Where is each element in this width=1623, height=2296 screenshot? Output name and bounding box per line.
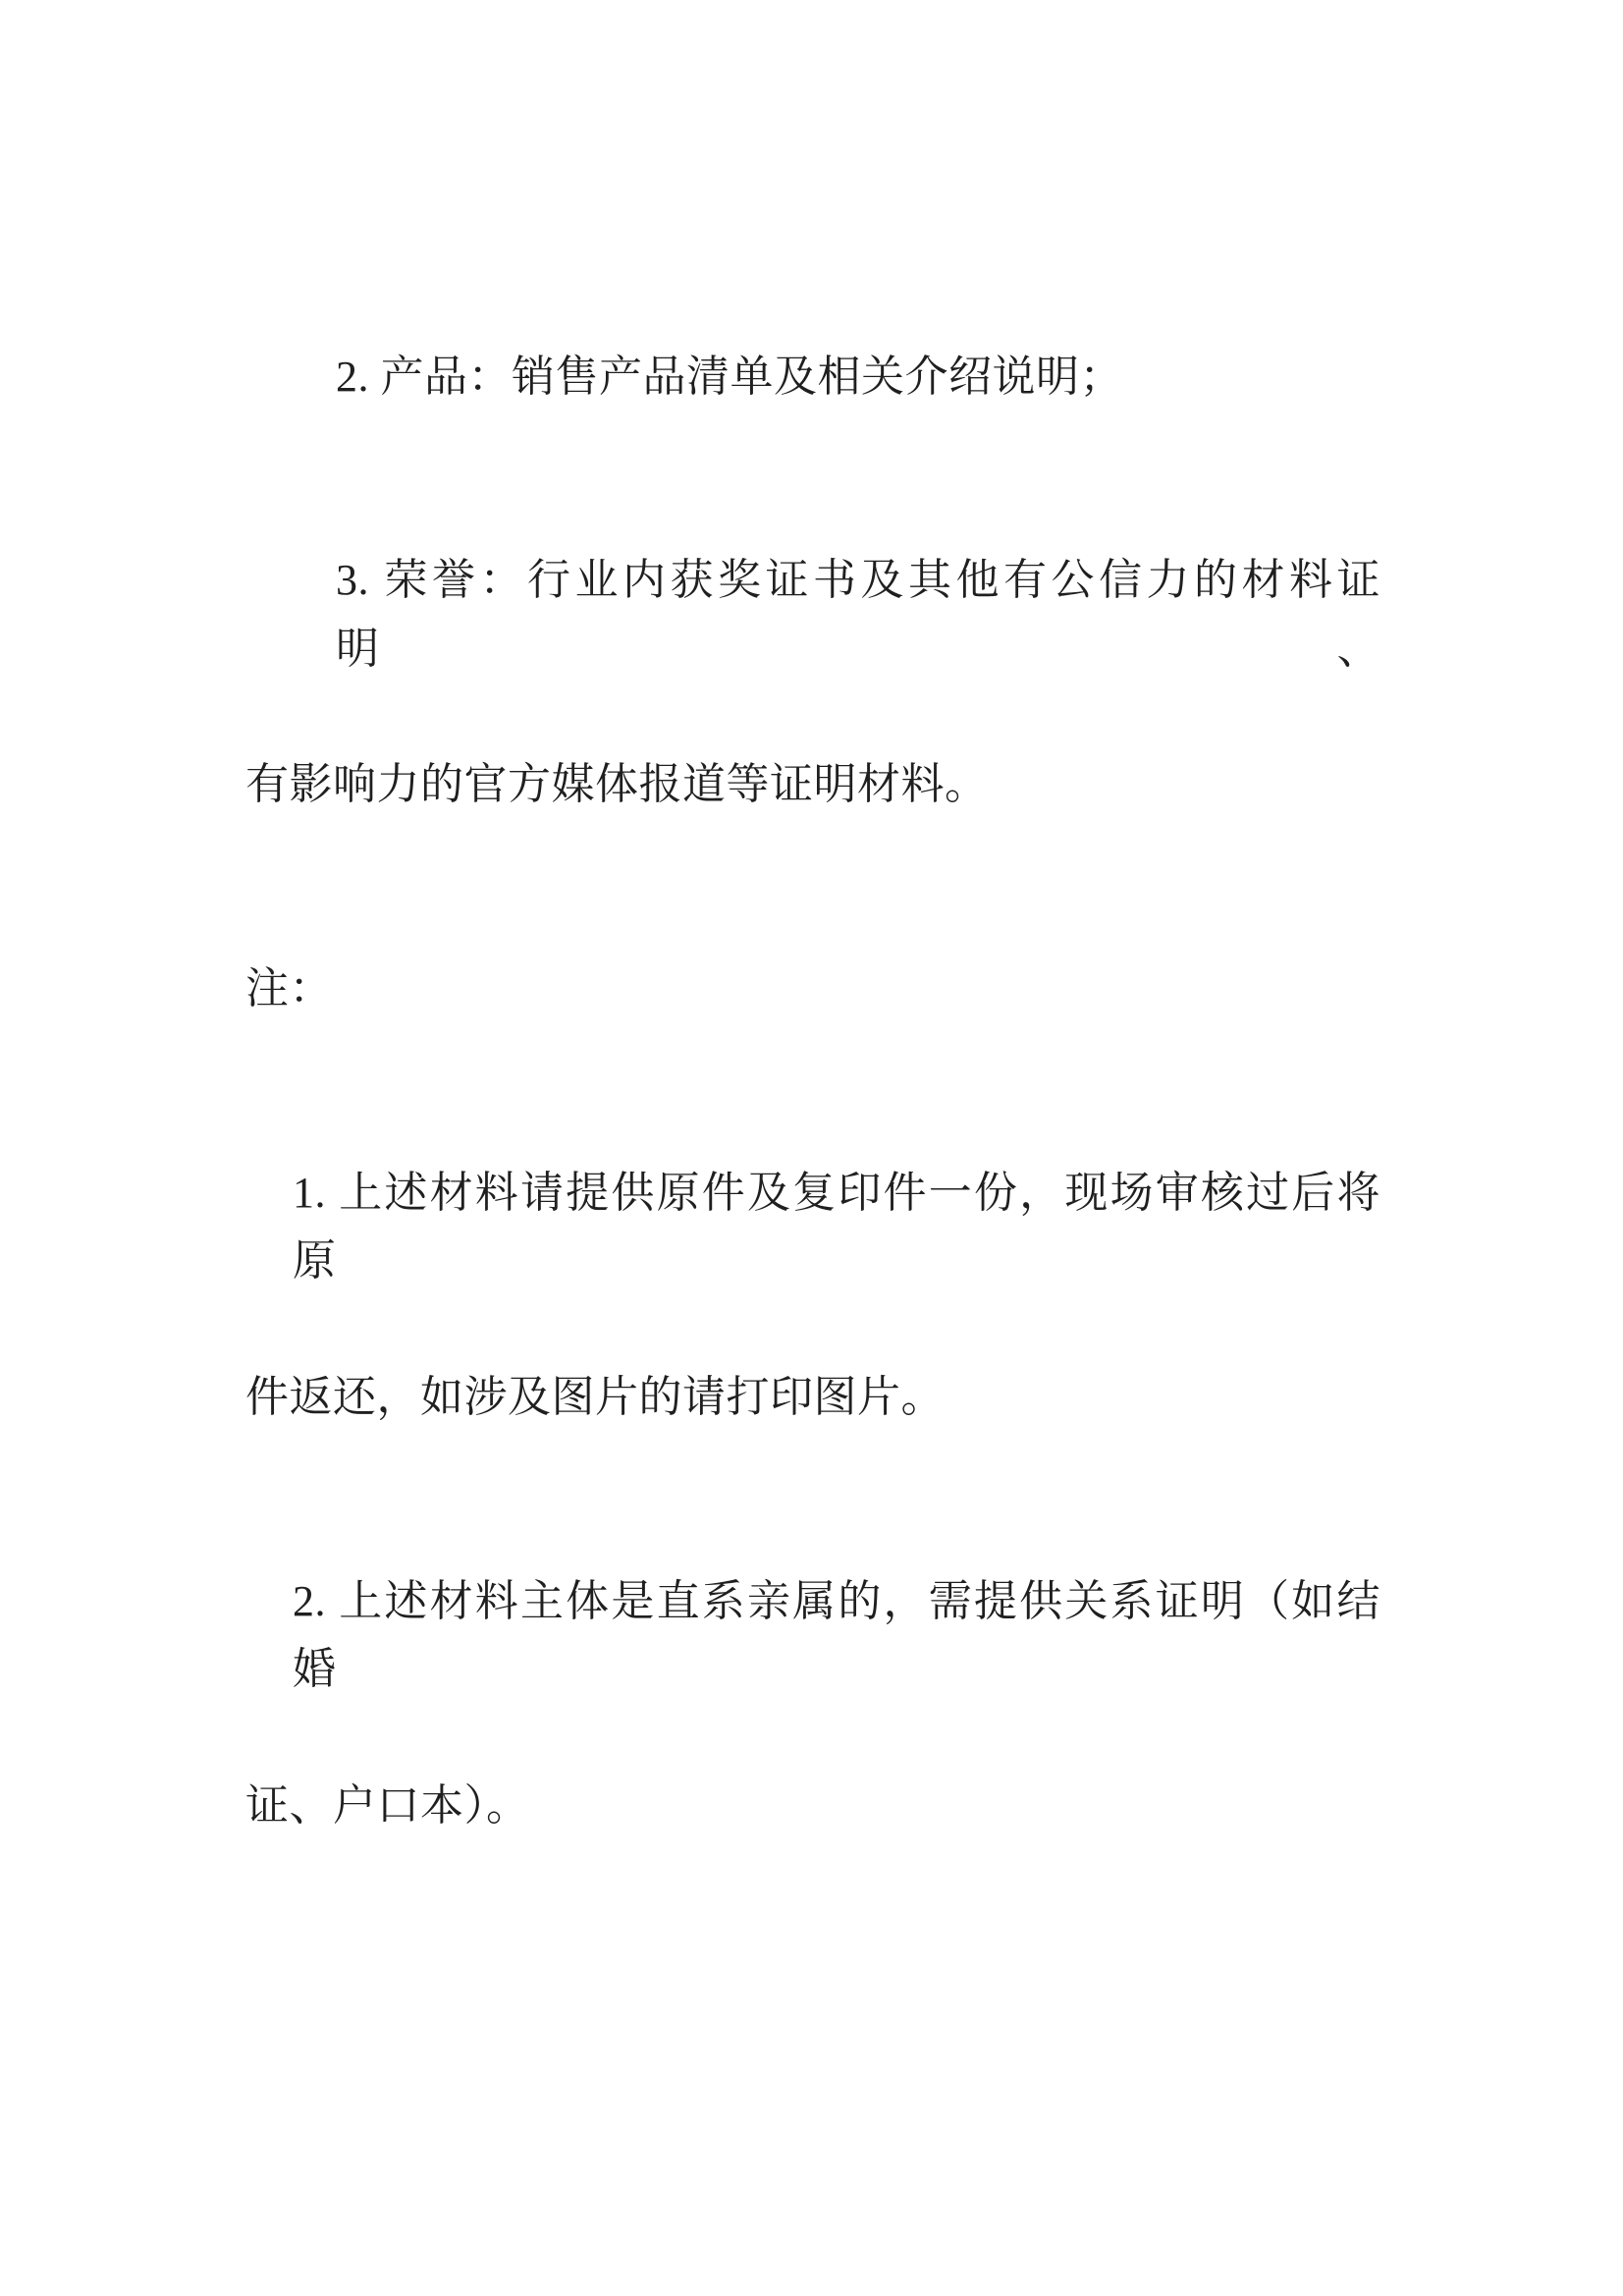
- text-line-note-label: 注：: [245, 964, 333, 1013]
- text-line-note-1-cont: 件返还，如涉及图片的请打印图片。: [245, 1373, 945, 1422]
- text-line-note-1: 1. 上述材料请提供原件及复印件一份，现场审核过后将原: [293, 1169, 1380, 1285]
- text-line-item-2-product: 2. 产品：销售产品清单及相关介绍说明；: [336, 352, 1123, 401]
- document-text-block: [245, 206, 1380, 1976]
- text-line-item-3-honor: 3. 荣誉：行业内获奖证书及其他有公信力的材料证明、: [336, 556, 1380, 673]
- text-line-note-2: 2. 上述材料主体是直系亲属的，需提供关系证明（如结婚: [293, 1576, 1380, 1694]
- text-line-note-2-cont: 证、户口本）。: [245, 1780, 530, 1830]
- text-line-item-3-honor-cont: 有影响力的官方媒体报道等证明材料。: [245, 760, 989, 809]
